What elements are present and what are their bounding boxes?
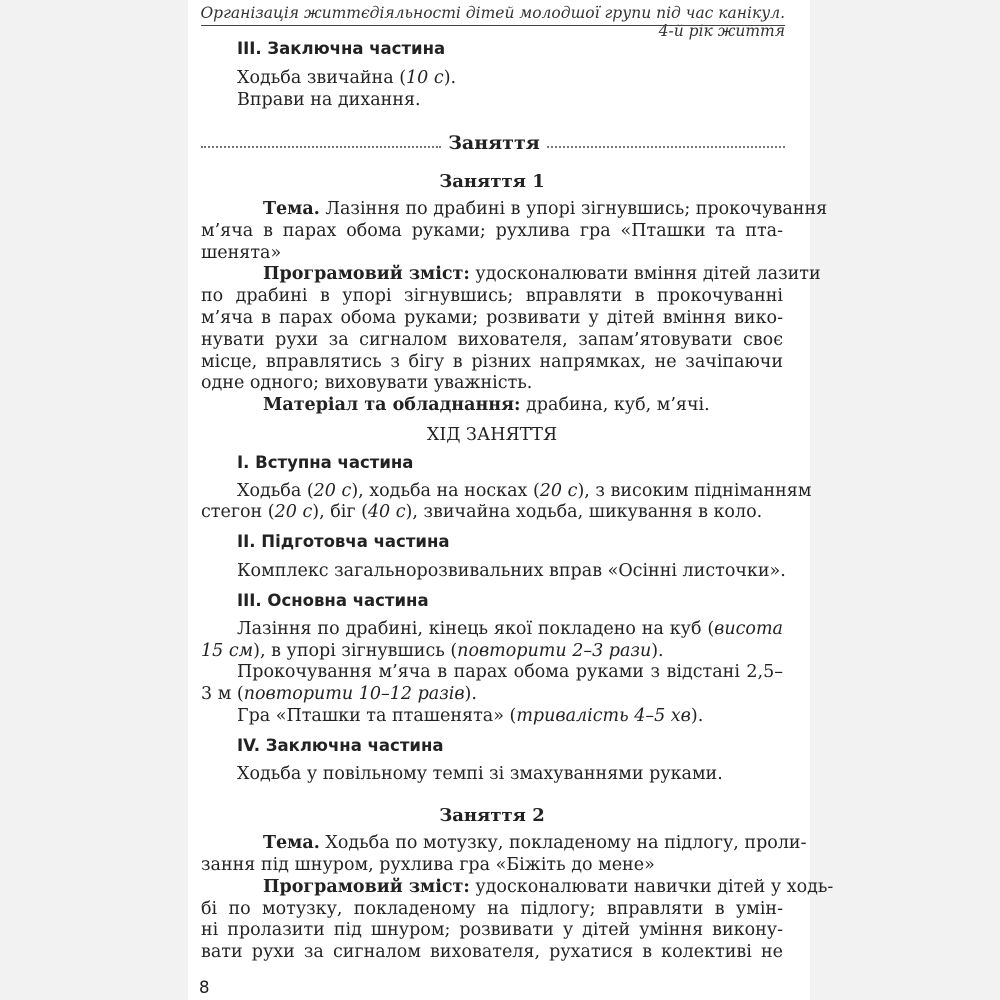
lesson-2-program-line-3: ні пролазити під шнуром; розвивати у дітей уміння викону- [201,920,783,940]
lesson-1-part-2-line-1: Комплекс загальнорозвивальних вправ «Осінні листочки». [237,561,786,581]
lesson-1-part-1-line-1: Ходьба (20 с), ходьба на носках (20 с), з високим підніманням [237,481,812,501]
lesson-1-program-line-4: нувати рухи за сигналом вихователя, запам’ятовувати своє [201,330,783,350]
lesson-2-program-line-2: бі по мотузку, покладеному на підлогу; вправляти в умін- [201,899,783,919]
prev-part-heading: III. Заключна частина [237,39,446,58]
lesson-2-theme-line-1: Тема. Ходьба по мотузку, покладеному на підлогу, проли- [263,833,807,853]
lesson-1-materials: Матеріал та обладнання: драбина, куб, м’ячі. [263,395,710,415]
lesson-1-theme-line-1: Тема. Лазіння по драбині в упорі зігнувшись; прокочування [263,199,828,219]
lesson-1-part-3-line-2: 15 см), в упорі зігнувшись (повторити 2–3 рази). [201,641,664,661]
lesson-1-part-4-line-1: Ходьба у повільному темпі зі змахуваннями руками. [237,764,723,784]
dotted-rule-right [547,146,785,148]
lesson-2-program-line-4: вати рухи за сигналом вихователя, рухатися в колективі не [201,942,783,962]
lesson-1-title: Заняття 1 [439,171,545,192]
lesson-1-part-3-line-4: 3 м (повторити 10–12 разів). [201,684,477,704]
lesson-1-part-3-line-5: Гра «Пташки та пташенята» (тривалість 4–5 хв). [237,706,704,726]
lesson-2-program-line-1: Програмовий зміст: удосконалювати навички дітей у ходь- [263,877,834,897]
lesson-1-program-line-6: одне одного; виховувати уважність. [201,373,533,393]
lesson-1-program-line-1: Програмовий зміст: удосконалювати вміння дітей лазити [263,264,821,284]
lesson-1-part-3-heading: III. Основна частина [237,591,429,610]
lesson-2-theme-line-2: зання під шнуром, рухлива гра «Біжіть до мене» [201,855,655,875]
lesson-1-theme-line-2: м’яча в парах обома руками; рухлива гра «Пташки та пта- [201,221,783,241]
lesson-1-part-3-line-1: Лазіння по драбині, кінець якої покладено на куб (висота [237,619,783,639]
prev-line-2: Вправи на дихання. [237,90,421,110]
running-header: Організація життєдіяльності дітей молодшої групи під час канікул. 4-й рік життя [200,4,785,40]
lesson-1-theme-line-3: шенята» [201,243,282,263]
lesson-1-part-3-line-3: Прокочування м’яча в парах обома руками з відстані 2,5– [237,662,783,682]
lesson-1-program-line-3: м’яча в парах обома руками; розвивати у дітей вміння вико- [201,308,783,328]
lesson-1-part-2-heading: II. Підготовча частина [237,532,450,551]
lesson-1-course-title: ХІД ЗАНЯТТЯ [426,425,558,445]
lesson-1-program-line-2: по драбині в упорі зігнувшись; вправляти в прокочуванні [201,286,783,306]
lesson-2-title: Заняття 2 [439,805,545,826]
header-rule [201,25,785,26]
dotted-rule-left [201,146,441,148]
prev-line-1: Ходьба звичайна (10 с). [237,68,457,88]
lesson-1-part-1-heading: I. Вступна частина [237,453,414,472]
section-title-text: Заняття [448,132,540,154]
lesson-1-part-1-line-2: стегон (20 с), біг (40 с), звичайна ходьба, шикування в коло. [201,502,763,522]
page-number: 8 [199,978,210,997]
section-title [201,132,785,158]
lesson-1-part-4-heading: IV. Заключна частина [237,736,444,755]
lesson-1-program-line-5: місце, вправлятись з бігу в різних напрямках, не зачіпаючи [201,352,783,372]
